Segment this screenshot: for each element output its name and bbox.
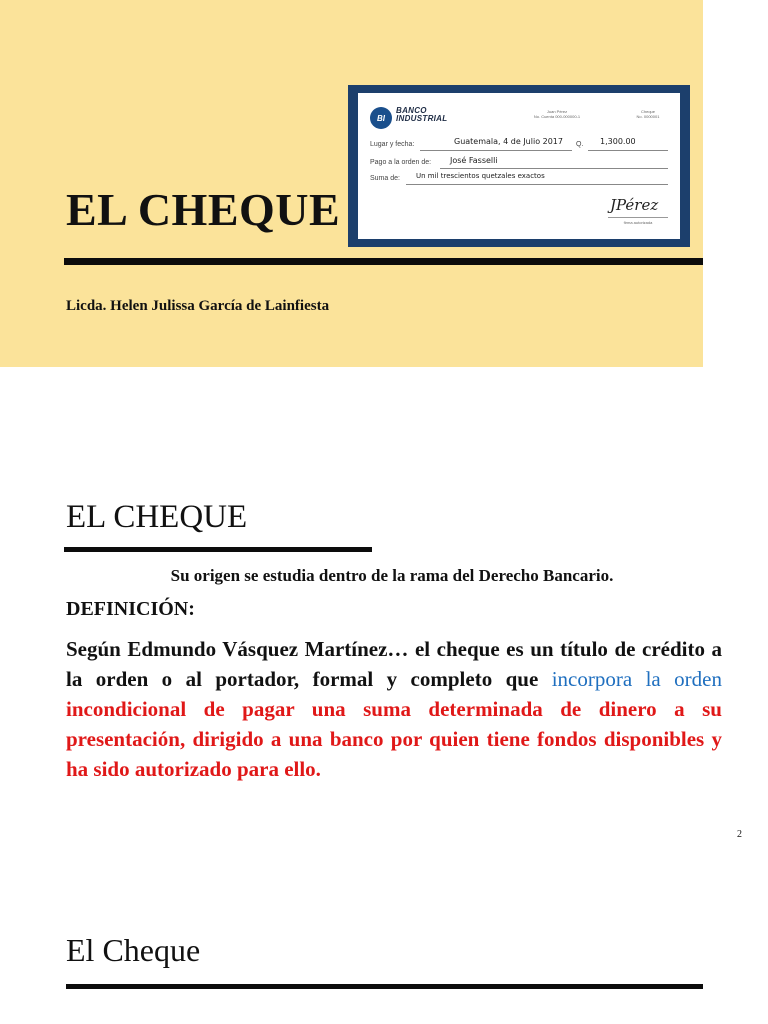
definition-highlight-red: incondicional de pagar una suma determinada de dinero a su presentación, dirigido a una banco por quien tiene fondos disponibles y ha sido autorizado para ello. bbox=[66, 697, 722, 781]
signature-caption: firma autorizada bbox=[623, 220, 653, 225]
page-number: 2 bbox=[737, 829, 742, 840]
amount-value: 1,300.00 bbox=[600, 137, 636, 146]
title-divider bbox=[64, 258, 703, 265]
sum-line bbox=[406, 184, 668, 185]
place-date-label: Lugar y fecha: bbox=[370, 141, 415, 148]
definition-paragraph bbox=[66, 634, 722, 784]
next-slide-divider bbox=[66, 984, 703, 989]
currency-label: Q. bbox=[576, 141, 584, 148]
author-name: Licda. Helen Julissa García de Lainfiesta bbox=[66, 298, 330, 314]
sum-label: Suma de: bbox=[370, 175, 400, 182]
title-slide bbox=[0, 0, 703, 367]
cheque-paper bbox=[358, 93, 680, 239]
payee-line bbox=[440, 168, 668, 169]
signature-line bbox=[608, 217, 668, 218]
section-divider bbox=[64, 547, 372, 552]
account-holder: Juan Pérez bbox=[546, 109, 568, 114]
next-slide-title: El Cheque bbox=[66, 932, 201, 968]
definition-heading: DEFINICIÓN: bbox=[66, 598, 195, 620]
signature: JPérez bbox=[610, 196, 659, 214]
bank-logo-icon: BI bbox=[370, 107, 392, 129]
origin-text: Su origen se estudia dentro de la rama del Derecho Bancario. bbox=[170, 566, 614, 585]
definition-text: Según Edmundo Vásquez Martínez… el cheque es un título de crédito a la orden o al portador, formal y completo que bbox=[66, 637, 722, 691]
slide-title: EL CHEQUE bbox=[66, 184, 341, 235]
cheque-image bbox=[348, 85, 690, 247]
definition-highlight-blue: incorpora la orden bbox=[551, 667, 722, 691]
cheque-number: No. 0000001 bbox=[636, 114, 660, 119]
account-number: No. Cuenta 000-000000-1 bbox=[533, 114, 581, 119]
section-title: EL CHEQUE bbox=[66, 499, 248, 535]
payee-value: José Fasselli bbox=[450, 156, 498, 165]
sum-value: Un mil trescientos quetzales exactos bbox=[416, 172, 545, 180]
cheque-label: Cheque bbox=[640, 109, 655, 114]
amount-line bbox=[588, 150, 668, 151]
payee-label: Pago a la orden de: bbox=[370, 159, 432, 166]
bank-name: BANCO INDUSTRIAL bbox=[396, 106, 448, 123]
place-date-value: Guatemala, 4 de Julio 2017 bbox=[454, 137, 563, 146]
place-date-line bbox=[420, 150, 572, 151]
